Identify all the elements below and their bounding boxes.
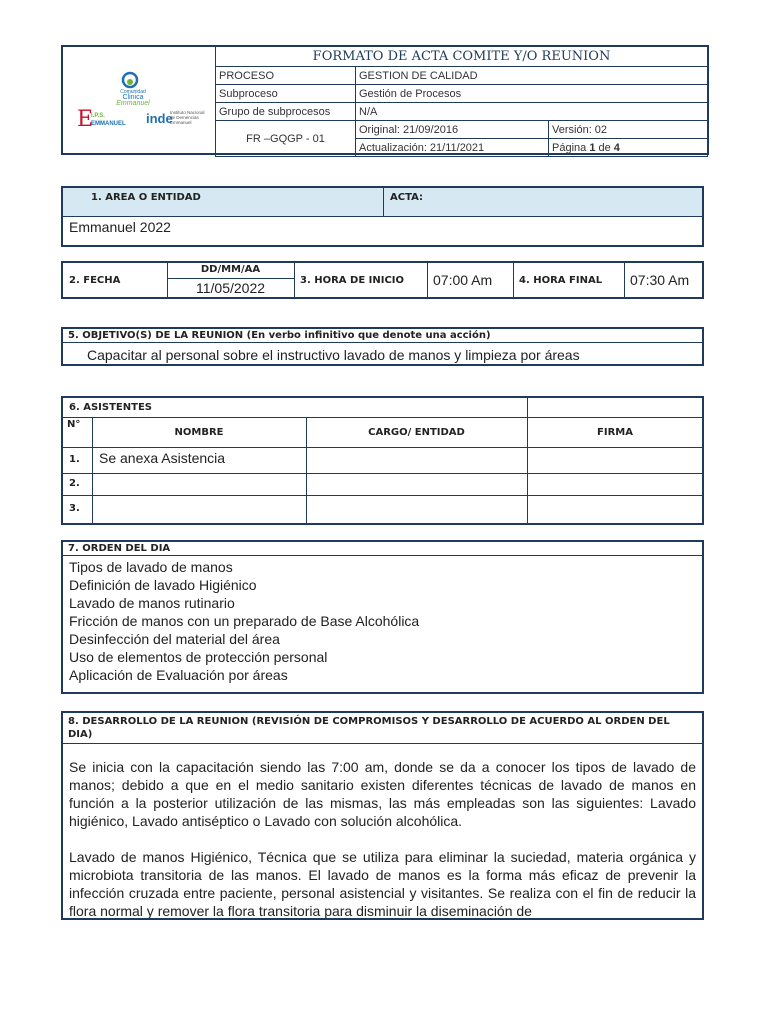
- desarrollo-body: [63, 744, 702, 920]
- orden-item: Lavado de manos rutinario: [69, 595, 235, 611]
- page-total: 4: [613, 141, 620, 154]
- page-prefix: Página: [552, 141, 590, 154]
- clinic-logo-line2: Clinica: [122, 94, 144, 101]
- divider: [92, 417, 93, 523]
- form-title: FORMATO DE ACTA COMITE Y/O REUNION: [216, 47, 707, 67]
- asistentes-section: [61, 396, 704, 525]
- divider: [527, 398, 528, 417]
- fecha-section: [61, 261, 704, 299]
- page-indicator: [549, 139, 708, 157]
- subproceso-value: Gestión de Procesos: [356, 85, 708, 103]
- version: Versión: 02: [549, 121, 708, 139]
- clinic-logo-line1: Comunidad: [120, 89, 146, 95]
- divider: [63, 473, 702, 474]
- divider: [624, 263, 625, 297]
- asistentes-label: 6. ASISTENTES: [69, 402, 152, 413]
- divider: [294, 263, 295, 297]
- emmanuel-logo-icon: E: [77, 107, 94, 132]
- page-mid: de: [595, 141, 614, 154]
- grupo-label: Grupo de subprocesos: [216, 103, 356, 121]
- orden-item: Fricción de manos con un preparado de Base Alcohólica: [69, 613, 420, 629]
- hora-final-label: 4. HORA FINAL: [519, 275, 603, 286]
- document-header: [61, 45, 709, 155]
- fecha-format: DD/MM/AA: [167, 264, 294, 279]
- orden-item: Uso de elementos de protección personal: [69, 649, 328, 665]
- emmanuel-logo-name: EMMANUEL: [91, 121, 126, 127]
- proceso-value: GESTION DE CALIDAD: [356, 67, 708, 85]
- divider: [63, 495, 702, 496]
- divider: [513, 263, 514, 297]
- grupo-value: N/A: [356, 103, 708, 121]
- acta-label: ACTA:: [390, 192, 424, 203]
- orden-label: 7. ORDEN DEL DIA: [63, 542, 702, 556]
- subproceso-label: Subproceso: [216, 85, 356, 103]
- inde-logo-caption: Instituto Nacional de Demencias Emmanuel: [170, 110, 205, 125]
- hora-inicio-label: 3. HORA DE INICIO: [300, 275, 405, 286]
- proceso-label: PROCESO: [216, 67, 356, 85]
- original-date: Original: 21/09/2016: [356, 121, 549, 139]
- row-num: 1.: [69, 454, 80, 465]
- orden-item: Tipos de lavado de manos: [69, 559, 233, 575]
- divider: [306, 417, 307, 523]
- col-cargo-header: CARGO/ ENTIDAD: [368, 427, 465, 438]
- clinic-logo-icon: [121, 71, 139, 89]
- asistentes-header: [63, 398, 702, 418]
- orden-list: [63, 556, 702, 684]
- desarrollo-paragraph: Lavado de manos Higiénico, Técnica que se utiliza para eliminar la suciedad, materia orgánica y microbiota transitoria de las manos. El lavado de manos es la forma más eficaz de prevenir la infección cruzada entre paciente, personal asistencial y visitantes. Se realiza con el fin de reducir la flora normal y remover la flora transitoria para disminuir la diseminación de: [69, 849, 696, 919]
- fecha-label: 2. FECHA: [69, 275, 121, 286]
- divider: [527, 417, 528, 523]
- area-section: [61, 186, 704, 247]
- orden-item: Desinfección del material del área: [69, 631, 280, 647]
- logo-area: [63, 47, 216, 153]
- objetivo-value: Capacitar al personal sobre el instructivo lavado de manos y limpieza por áreas: [87, 347, 580, 363]
- orden-section: [61, 540, 704, 694]
- desarrollo-label: 8. DESARROLLO DE LA REUNION (REVISIÓN DE COMPROMISOS Y DESARROLLO DE ACUERDO AL ORDEN DEL DIA): [63, 713, 702, 744]
- desarrollo-section: [61, 711, 704, 920]
- area-value: Emmanuel 2022: [69, 219, 171, 235]
- page-number: 1: [589, 141, 596, 154]
- inde-logo-icon: inde: [146, 111, 173, 126]
- emmanuel-logo-ips: I.P.S.: [91, 113, 105, 119]
- row-num: 2.: [69, 478, 80, 489]
- form-code: FR –GQGP - 01: [216, 121, 356, 157]
- col-nombre-header: NOMBRE: [174, 427, 224, 438]
- update-date: Actualización: 21/11/2021: [356, 139, 549, 157]
- desarrollo-paragraph: Se inicia con la capacitación siendo las 7:00 am, donde se da a conocer los tipos de lavado de manos; debido a que en el medio sanitario existen diferentes técnicas de lavado de manos en función a la posterior utilización de las mismas, las más empleadas son las siguientes: Lavado higiénico, Lavado antiséptico o Lavado con solución alcohólica.: [69, 759, 696, 829]
- divider: [427, 263, 428, 297]
- clinic-logo-line3: Emmanuel: [116, 100, 150, 107]
- col-firma-header: FIRMA: [597, 427, 633, 438]
- orden-item: Definición de lavado Higiénico: [69, 577, 257, 593]
- col-no-header: N°: [67, 419, 81, 430]
- fecha-value: 11/05/2022: [195, 280, 266, 296]
- row-num: 3.: [69, 503, 80, 514]
- area-label: 1. AREA O ENTIDAD: [91, 192, 201, 203]
- objetivo-label: 5. OBJETIVO(S) DE LA REUNION (En verbo infinitivo que denote una acción): [63, 329, 702, 343]
- hora-final-value: 07:30 Am: [630, 272, 690, 288]
- orden-item: Aplicación de Evaluación por áreas: [69, 667, 288, 683]
- hora-inicio-value: 07:00 Am: [433, 272, 493, 288]
- objetivo-section: [61, 327, 704, 366]
- area-divider: [383, 188, 384, 216]
- header-info-table: [215, 66, 708, 157]
- row-nombre: Se anexa Asistencia: [99, 450, 226, 466]
